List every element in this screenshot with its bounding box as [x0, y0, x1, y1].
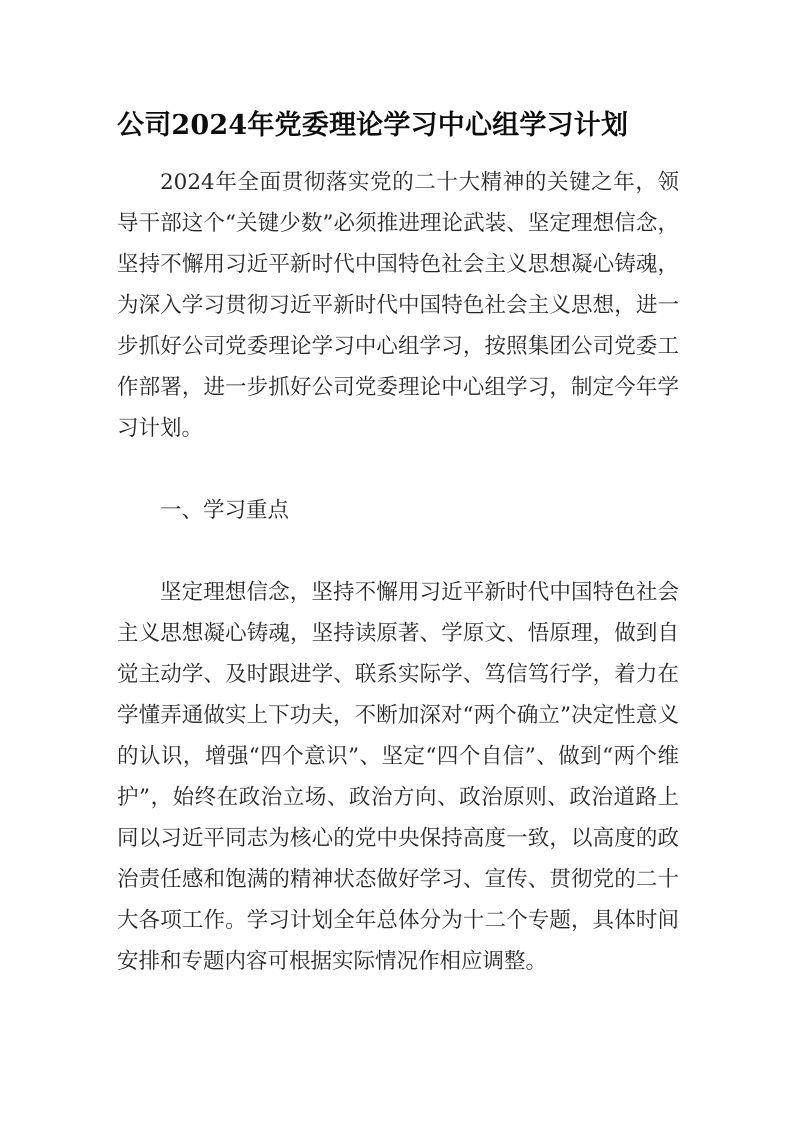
- section-paragraph-study-focus: 坚定理想信念，坚持不懈用习近平新时代中国特色社会主义思想凝心铸魂，坚持读原著、学原文、悟原理，做到自觉主动学、及时跟进学、联系实际学、笃信笃行学，着力在学懂弄通做实上下功夫，不断加深对“两个确立”决定性意义的认识，增强“四个意识”、坚定“四个自信”、做到“两个维护”，始终在政治立场、政治方向、政治原则、政治道路上同以习近平同志为核心的党中央保持高度一致，以高度的政治责任感和饱满的精神状态做好学习、宣传、贯彻党的二十大各项工作。学习计划全年总体分为十二个专题，具体时间安排和专题内容可根据实际情况作相应调整。: [117, 580, 679, 974]
- intro-paragraph: 2024年全面贯彻落实党的二十大精神的关键之年，领导干部这个“关键少数”必须推进理论武装、坚定理想信念，坚持不懈用习近平新时代中国特色社会主义思想凝心铸魂，为深入学习贯彻习近平新时代中国特色社会主义思想，进一步抓好公司党委理论学习中心组学习，按照集团公司党委工作部署，进一步抓好公司党委理论中心组学习，制定今年学习计划。: [117, 170, 679, 441]
- document-body: [117, 104, 679, 982]
- page-title: 公司2024年党委理论学习中心组学习计划: [117, 110, 629, 141]
- paragraph-spacer: [117, 449, 679, 490]
- section-heading-study-focus: 一、学习重点: [160, 498, 290, 523]
- heading-spacer: [117, 531, 679, 572]
